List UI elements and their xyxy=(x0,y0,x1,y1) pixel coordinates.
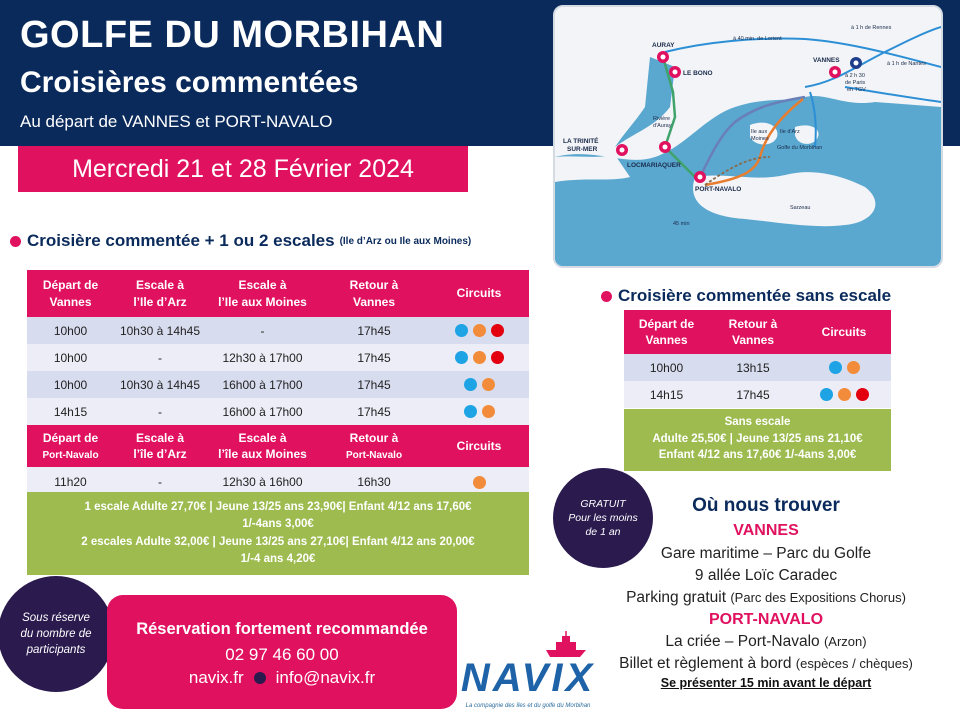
cell-depart: 14h15 xyxy=(27,398,114,425)
table-header-nonstop xyxy=(624,310,891,354)
section-nonstop-title: Croisière commentée sans escale xyxy=(618,286,892,305)
cell-moines: 12h30 à 17h00 xyxy=(206,344,319,371)
bullet-dot xyxy=(601,291,612,302)
circuit-orange-dot xyxy=(847,361,860,374)
badge-line: de 1 an xyxy=(585,526,621,539)
header-cell: Retour à Port-Navalo xyxy=(319,425,429,467)
circuit-red-dot xyxy=(491,351,504,364)
header-cell: Retour à Vannes xyxy=(319,270,429,317)
website-link[interactable]: navix.fr xyxy=(188,668,244,687)
reservation-contacts xyxy=(107,668,457,688)
cell-retour: 17h45 xyxy=(709,381,797,408)
header-cell: Circuits xyxy=(797,310,891,354)
circuit-dots xyxy=(431,351,527,364)
cell-circuits xyxy=(797,381,891,408)
map-label-riviere-1: Rivière xyxy=(653,116,671,122)
cell-arz: - xyxy=(114,467,206,497)
location-line: Parking gratuit (Parc des Expositions Chorus) xyxy=(626,588,906,606)
map-label-trinite-1: LA TRINITÉ xyxy=(563,138,599,145)
table-row xyxy=(27,398,529,425)
reservation-box xyxy=(107,595,457,709)
cell-arz: - xyxy=(114,398,206,425)
header-cell: Départ de Vannes xyxy=(27,270,114,317)
email-link[interactable]: info@navix.fr xyxy=(275,668,376,687)
circuit-orange-dot xyxy=(838,388,851,401)
cell-circuits xyxy=(429,344,529,371)
circuit-orange-dot xyxy=(473,324,486,337)
reservation-phone[interactable]: 02 97 46 60 00 xyxy=(225,645,339,664)
cell-moines: 12h30 à 16h00 xyxy=(206,467,319,497)
map-label-auray: AURAY xyxy=(652,42,675,49)
cell-circuits xyxy=(429,317,529,344)
cell-circuits xyxy=(429,398,529,425)
map-label-ile-moines-2: Moines xyxy=(751,136,769,142)
map-label-golfe: Golfe du Morbihan xyxy=(777,145,823,151)
badge-line: participants xyxy=(26,644,86,657)
cell-depart: 14h15 xyxy=(624,381,709,408)
location-port-navalo-heading: PORT-NAVALO xyxy=(708,610,824,628)
circuit-blue-dot xyxy=(455,324,468,337)
price-line: 1 escale Adulte 27,70€ | Jeune 13/25 ans 23,90€| Enfant 4/12 ans 17,60€ xyxy=(84,501,472,513)
section-stopover-note: (Ile d’Arz ou Ile aux Moines) xyxy=(339,235,472,247)
cell-retour: 13h15 xyxy=(709,354,797,381)
schedule-table-nonstop xyxy=(624,310,891,408)
navix-logo xyxy=(458,630,598,718)
circuit-dots xyxy=(799,361,889,374)
circuit-dots xyxy=(431,476,527,489)
table-row xyxy=(27,344,529,371)
badge-line: du nombre de xyxy=(20,627,92,640)
table-header-vannes xyxy=(27,270,529,317)
navix-tagline: La compagnie des îles et du golfe du Morbihan xyxy=(465,703,591,709)
header-cell: Escale à l’Ile aux Moines xyxy=(206,270,319,317)
map-label-paris-1: à 2 h 30 xyxy=(845,73,865,79)
circuit-blue-dot xyxy=(464,378,477,391)
cell-circuits xyxy=(429,371,529,398)
circuit-dots xyxy=(431,324,527,337)
location-vannes-heading: VANNES xyxy=(733,521,799,539)
price-line: 1/-4 ans 4,20€ xyxy=(240,552,316,565)
cell-arz: - xyxy=(114,344,206,371)
schedule-table-stopover xyxy=(27,270,529,497)
header-cell: Escale à l’île aux Moines xyxy=(206,425,319,467)
price-line: Enfant 4/12 ans 17,60€ 1/-4ans 3,00€ xyxy=(658,449,857,462)
map-label-rennes: à 1 h de Rennes xyxy=(851,25,892,31)
cell-depart: 10h00 xyxy=(27,317,114,344)
circuit-red-dot xyxy=(491,324,504,337)
date-banner xyxy=(18,146,468,192)
map-label-nantes: à 1 h de Nantes xyxy=(887,61,926,67)
page-title: GOLFE DU MORBIHAN xyxy=(20,14,445,56)
location-info xyxy=(596,493,936,693)
table-header-port-navalo xyxy=(27,425,529,467)
separator-dot xyxy=(254,672,266,684)
map-label-paris-2: de Paris xyxy=(845,80,866,86)
route-map xyxy=(553,5,943,268)
price-line: 1/-4ans 3,00€ xyxy=(242,518,314,531)
header-cell: Départ de Vannes xyxy=(624,310,709,354)
map-label-trinite-2: SUR-MER xyxy=(567,146,598,153)
header-cell: Circuits xyxy=(429,270,529,317)
cell-depart: 10h00 xyxy=(27,371,114,398)
badge-line: Sous réserve xyxy=(22,611,90,624)
cell-retour: 17h45 xyxy=(319,398,429,425)
table-row xyxy=(27,317,529,344)
location-line: Billet et règlement à bord (espèces / chèques) xyxy=(619,655,913,673)
cell-retour: 17h45 xyxy=(319,344,429,371)
map-label-riviere-2: d'Auray xyxy=(653,123,672,129)
header-cell: Escale à l’île d’Arz xyxy=(114,425,206,467)
bullet-dot xyxy=(10,236,21,247)
map-label-sarzeau: Sarzeau xyxy=(790,205,811,211)
section-stopover-heading xyxy=(10,231,471,251)
circuit-orange-dot xyxy=(482,378,495,391)
price-line: 2 escales Adulte 32,00€ | Jeune 13/25 ans 27,10€| Enfant 4/12 ans 20,00€ xyxy=(81,535,475,548)
arrival-note: Se présenter 15 min avant le départ xyxy=(660,676,872,691)
map-label-ile-moines-1: Ile aux xyxy=(751,129,768,135)
location-line: La criée – Port-Navalo (Arzon) xyxy=(665,633,867,651)
price-box-nonstop xyxy=(624,409,891,471)
cell-depart: 11h20 xyxy=(27,467,114,497)
cell-arz: 10h30 à 14h45 xyxy=(114,317,206,344)
section-nonstop-heading xyxy=(601,286,891,306)
circuit-orange-dot xyxy=(473,476,486,489)
page-subtitle: Croisières commentées xyxy=(20,66,359,99)
location-title: Où nous trouver xyxy=(692,495,840,516)
circuit-blue-dot xyxy=(820,388,833,401)
reservation-title: Réservation fortement recommandée xyxy=(136,620,428,638)
price-line: Adulte 25,50€ | Jeune 13/25 ans 21,10€ xyxy=(652,432,863,445)
map-label-lorient: à 40 min. de Lorient xyxy=(733,36,782,42)
location-line: Gare maritime – Parc du Golfe xyxy=(660,544,872,562)
header-cell: Escale à l’Ile d’Arz xyxy=(114,270,206,317)
cell-moines: 16h00 à 17h00 xyxy=(206,371,319,398)
circuit-dots xyxy=(431,405,527,418)
circuit-orange-dot xyxy=(482,405,495,418)
cell-moines: 16h00 à 17h00 xyxy=(206,398,319,425)
circuit-orange-dot xyxy=(473,351,486,364)
map-graphic xyxy=(555,7,941,266)
map-label-scale: 45 min xyxy=(673,221,690,227)
cell-retour: 16h30 xyxy=(319,467,429,497)
circuit-dots xyxy=(431,378,527,391)
section-stopover-title: Croisière commentée + 1 ou 2 escales xyxy=(27,231,335,250)
cell-retour: 17h45 xyxy=(319,317,429,344)
table-row xyxy=(27,371,529,398)
cell-depart: 10h00 xyxy=(27,344,114,371)
cell-circuits xyxy=(797,354,891,381)
price-box-stopover xyxy=(27,492,529,575)
badge-line: GRATUIT xyxy=(580,497,626,510)
map-label-paris-3: en TGV xyxy=(847,87,866,93)
header-cell: Retour à Vannes xyxy=(709,310,797,354)
header-cell: Circuits xyxy=(429,425,529,467)
subject-to-participants-badge xyxy=(0,576,114,692)
cell-moines: - xyxy=(206,317,319,344)
circuit-blue-dot xyxy=(829,361,842,374)
table-row xyxy=(624,354,891,381)
table-row xyxy=(624,381,891,408)
date-text: Mercredi 21 et 28 Février 2024 xyxy=(72,154,414,183)
location-line: 9 allée Loïc Caradec xyxy=(694,566,838,584)
map-label-port-navalo: PORT-NAVALO xyxy=(695,186,742,193)
badge-line: Pour les moins xyxy=(568,511,638,524)
map-label-ile-arz: Ile d'Arz xyxy=(780,129,800,135)
navix-wordmark: NAVIX xyxy=(460,656,596,700)
price-line: Sans escale xyxy=(724,416,791,428)
cell-retour: 17h45 xyxy=(319,371,429,398)
map-label-le-bono: LE BONO xyxy=(683,70,713,77)
departure-line: Au départ de VANNES et PORT-NAVALO xyxy=(20,112,333,131)
map-label-vannes: VANNES xyxy=(813,57,840,64)
circuit-blue-dot xyxy=(455,351,468,364)
circuit-blue-dot xyxy=(464,405,477,418)
cell-arz: 10h30 à 14h45 xyxy=(114,371,206,398)
circuit-red-dot xyxy=(856,388,869,401)
header-cell: Départ de Port-Navalo xyxy=(27,425,114,467)
cell-depart: 10h00 xyxy=(624,354,709,381)
circuit-dots xyxy=(799,388,889,401)
map-label-locmariaquer: LOCMARIAQUER xyxy=(627,162,681,169)
